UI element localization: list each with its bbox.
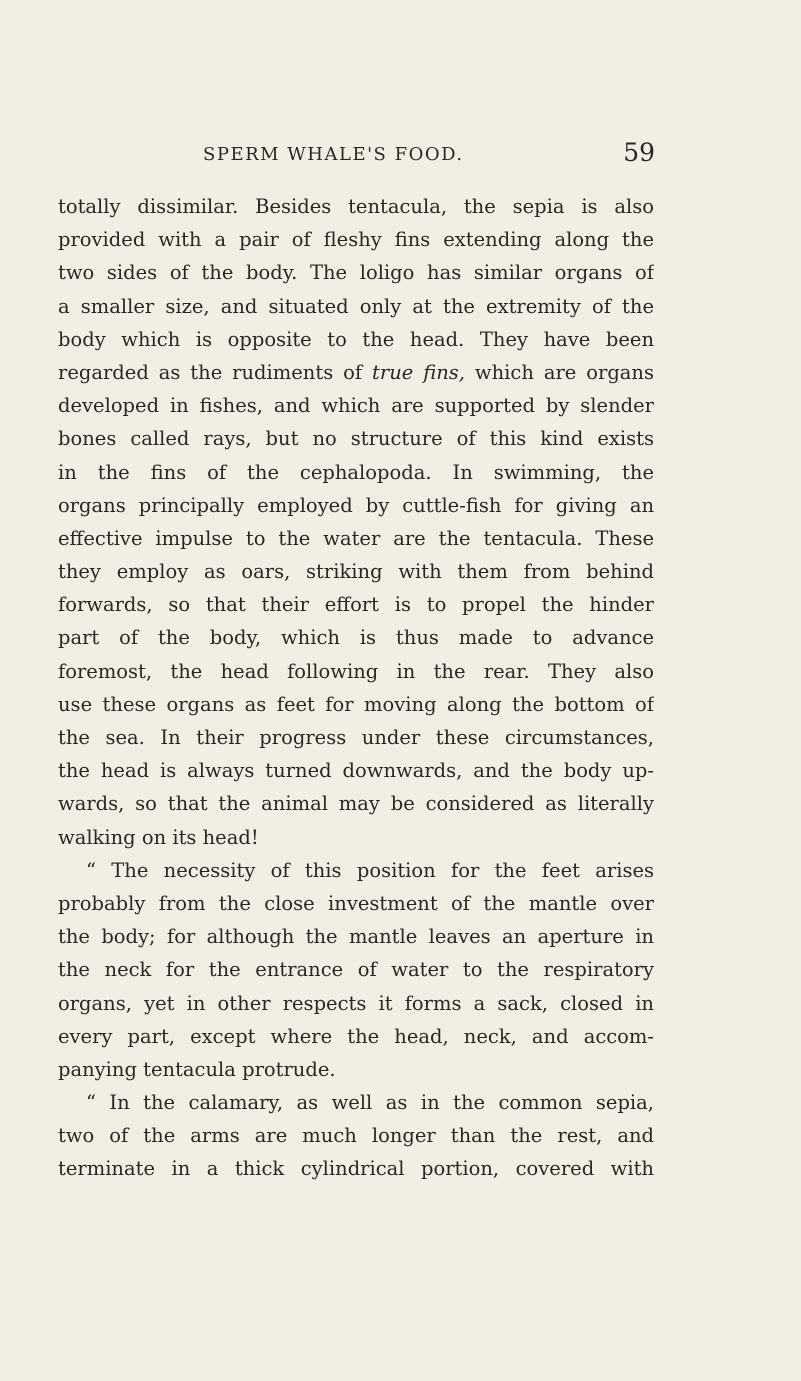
text-line: organs, yet in other respects it forms a sack, closed in [58, 991, 654, 1015]
text-line: effective impulse to the water are the tentacula. These [58, 526, 654, 550]
text-line: bones called rays, but no structure of this kind exists [58, 427, 654, 451]
text-line: two sides of the body. The loligo has similar organs of [58, 261, 654, 285]
text-line: foremost, the head following in the rear. They also [58, 659, 654, 683]
text-line: two of the arms are much longer than the rest, and [58, 1124, 654, 1148]
text-line: the neck for the entrance of water to the respiratory [58, 958, 654, 982]
text-line: use these organs as feet for moving along the bottom of [58, 692, 654, 716]
text-line: the sea. In their progress under these circumstances, [58, 726, 654, 749]
text-line: panying tentacula protrude. [58, 1057, 336, 1081]
text-line: forwards, so that their effort is to propel the hinder [58, 593, 654, 617]
text-run: regarded as the rudiments of [58, 360, 373, 384]
text-line: organs principally employed by cuttle-fish for giving an [58, 493, 654, 517]
italic-phrase: true fins, [372, 360, 465, 384]
text-line: the body; for although the mantle leaves an aperture in [58, 925, 654, 949]
text-line: “ The necessity of this position for the feet arises [86, 858, 654, 882]
text-line: probably from the close investment of the mantle over [58, 891, 654, 915]
text-line: a smaller size, and situated only at the extremity of the [58, 294, 654, 318]
text-line: terminate in a thick cylindrical portion, covered with [58, 1157, 654, 1181]
page-header [203, 136, 655, 176]
text-line: the head is always turned downwards, and the body up- [58, 759, 654, 783]
text-line: provided with a pair of fleshy fins extending along the [58, 228, 654, 252]
text-run: which are organs [465, 360, 654, 384]
text-line: every part, except where the head, neck, and accom- [58, 1024, 654, 1048]
text-line: in the fins of the cephalopoda. In swimming, the [58, 460, 654, 484]
page-number: 59 [623, 138, 655, 167]
text-line [58, 356, 654, 389]
body-text [58, 190, 654, 1186]
text-line: wards, so that the animal may be considered as literally [58, 792, 654, 816]
text-line: “ In the calamary, as well as in the common sepia, [86, 1091, 654, 1115]
text-line: walking on its head! [58, 825, 259, 849]
text-line: body which is opposite to the head. They have been [58, 327, 654, 351]
text-line: totally dissimilar. Besides tentacula, the sepia is also [58, 195, 654, 218]
text-line: part of the body, which is thus made to advance [58, 626, 654, 650]
running-title: SPERM WHALE'S FOOD. [203, 144, 464, 165]
text-line: they employ as oars, striking with them from behind [58, 560, 654, 584]
text-line: developed in fishes, and which are supported by slender [58, 394, 654, 418]
